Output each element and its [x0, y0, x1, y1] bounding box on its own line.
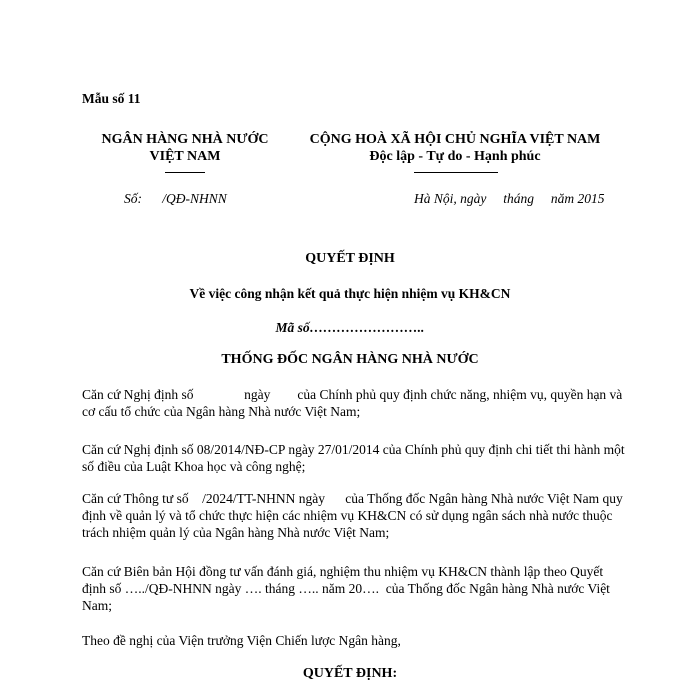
document-number: Số: /QĐ-NHNN [124, 191, 227, 206]
proposal-paragraph: Theo đề nghị của Viện trưởng Viện Chiến lược Ngân hàng, [82, 633, 401, 648]
document-subject: Về việc công nhận kết quả thực hiện nhiệm vụ KH&CN [189, 286, 511, 301]
legal-basis-paragraph: Căn cứ Thông tư số /2024/TT-NHNN ngày của Thống đốc Ngân hàng Nhà nước Việt Nam quy định về quản lý và tổ chức thực hiện các nhiệm vụ KH&CN có sử dụng ngân sách nhà nước thuộc trách nhiệm quản lý của Ngân hàng Nhà nước Việt Nam; [82, 491, 627, 540]
authority-heading: THỐNG ĐỐC NGÂN HÀNG NHÀ NƯỚC [221, 352, 479, 367]
date-place: Hà Nội, ngày tháng năm 2015 [414, 191, 605, 206]
legal-basis-paragraph: Căn cứ Nghị định số 08/2014/NĐ-CP ngày 27/01/2014 của Chính phủ quy định chi tiết thi hành một số điều của Luật Khoa học và công nghệ; [82, 442, 629, 474]
decision-heading: QUYẾT ĐỊNH: [302, 666, 398, 681]
national-motto: Độc lập - Tự do - Hạnh phúc [369, 149, 541, 164]
issuer-name-line2: VIỆT NAM [149, 149, 221, 164]
document-code: Mã số…………………….. [275, 320, 425, 335]
national-underline [414, 172, 498, 173]
form-number: Mẫu số 11 [82, 91, 141, 106]
legal-basis-paragraph: Căn cứ Biên bản Hội đồng tư vấn đánh giá, nghiệm thu nhiệm vụ KH&CN thành lập theo Quyết định số …../QĐ-NHNN ngày …. tháng ….. năm 20…. của Thống đốc Ngân hàng Nhà nước Việt Nam; [82, 564, 614, 613]
issuer-name-line1: NGÂN HÀNG NHÀ NƯỚC [101, 132, 269, 147]
legal-basis-paragraph: Căn cứ Nghị định số ngày của Chính phủ quy định chức năng, nhiệm vụ, quyền hạn và cơ cấu tổ chức của Ngân hàng Nhà nước Việt Nam; [82, 387, 626, 419]
national-title: CỘNG HOÀ XÃ HỘI CHỦ NGHĨA VIỆT NAM [309, 132, 601, 147]
issuer-underline [165, 172, 205, 173]
document-title: QUYẾT ĐỊNH [305, 251, 395, 266]
